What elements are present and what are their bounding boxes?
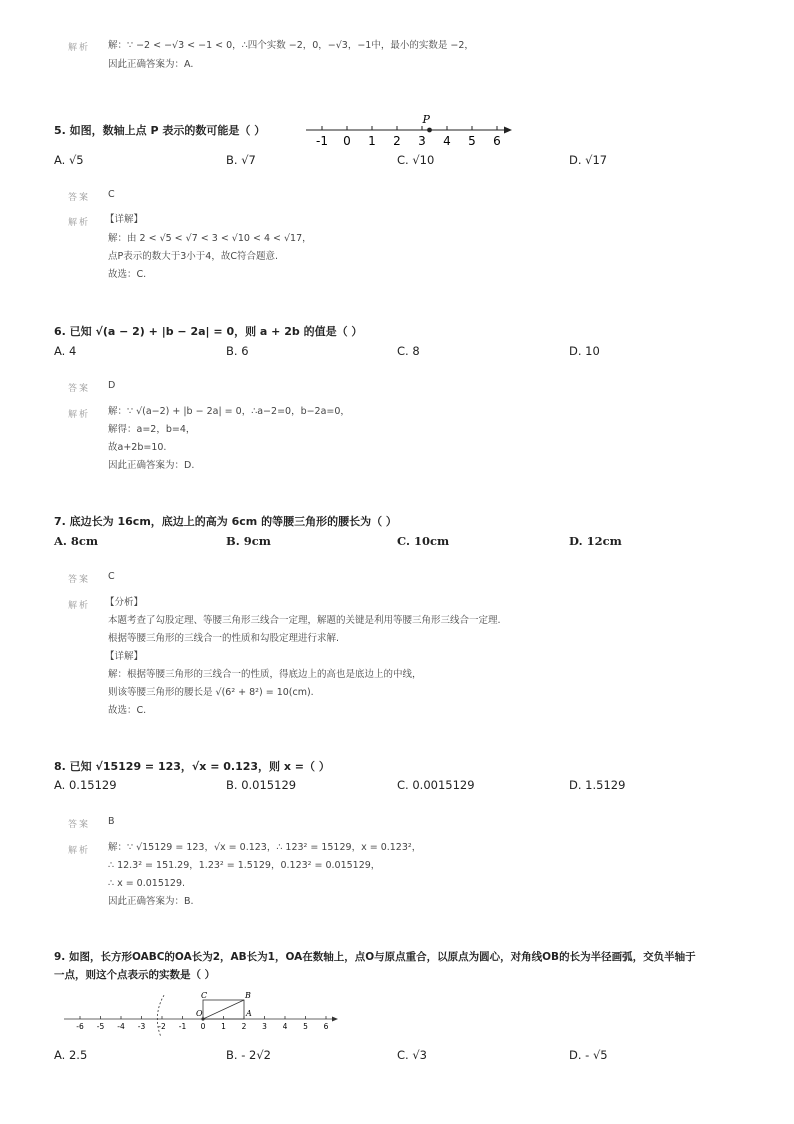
option-c[interactable]: C. √3 [397, 1048, 427, 1062]
question-stem-5: 5. 如图，数轴上点 P 表示的数可能是（ ） [54, 124, 266, 137]
label-o: O [196, 1009, 203, 1018]
answer-label: 答案 [68, 193, 91, 203]
tick-label: 1 [368, 134, 376, 148]
question-stem-8: 8. 已知 √15129 = 123，√x = 0.123，则 x =（ ） [54, 760, 330, 773]
option-d[interactable]: D. 12cm [569, 534, 622, 548]
analysis-label: 解析 [68, 601, 91, 611]
label-c: C [201, 991, 208, 1000]
tick-label: 3 [262, 1022, 267, 1031]
analysis-line: ∴ x = 0.015129. [108, 878, 186, 889]
analysis-line: 解得：a=2，b=4， [108, 424, 196, 435]
option-c[interactable]: C. 10cm [397, 534, 450, 548]
question-stem-6: 6. 已知 √(a − 2) + |b − 2a| = 0，则 a + 2b 的值是（ ） [54, 325, 363, 338]
analysis-line: 故选：C. [108, 269, 147, 280]
analysis-line: 则该等腰三角形的腰长是 √(6² + 8²) = 10(cm). [108, 687, 314, 698]
analysis-line: 解：∵ −2 < −√3 < −1 < 0，∴四个实数 −2，0，−√3，−1中，最小的实数是 −2， [108, 40, 474, 51]
option-b[interactable]: B. 6 [226, 344, 249, 358]
axis-arrow [504, 127, 512, 134]
analysis-line: 解：∵ √15129 = 123，√x = 0.123，∴ 123² = 15129，x = 0.123²， [108, 842, 422, 853]
tick-label: 6 [493, 134, 501, 148]
analysis-label: 解析 [68, 218, 91, 228]
answer-value: D [108, 380, 116, 391]
option-a[interactable]: A. 2.5 [54, 1048, 88, 1062]
option-d[interactable]: D. √17 [569, 153, 608, 167]
analysis-line: 根据等腰三角形的三线合一的性质和勾股定理进行求解. [108, 633, 340, 644]
option-a[interactable]: A. 8cm [54, 534, 99, 548]
analysis-line: 【分析】 [105, 597, 144, 608]
analysis-line: ∴ 12.3² = 151.29，1.23² = 1.5129，0.123² = 0.015129， [108, 860, 381, 871]
option-b[interactable]: B. 0.015129 [226, 778, 297, 792]
option-d[interactable]: D. 10 [569, 344, 600, 358]
analysis-line: 【详解】 [105, 214, 144, 225]
tick-label: -2 [158, 1022, 166, 1031]
analysis-line: 解：∵ √(a−2) + |b − 2a| = 0，∴a−2=0，b−2a=0， [108, 406, 350, 417]
option-c[interactable]: C. 0.0015129 [397, 778, 475, 792]
option-a[interactable]: A. 0.15129 [54, 778, 117, 792]
option-d[interactable]: D. - √5 [569, 1048, 608, 1062]
question-stem-9-line2: 一点，则这个点表示的实数是（ ） [54, 969, 216, 981]
tick-label: -3 [137, 1022, 146, 1031]
analysis-label: 解析 [68, 846, 91, 856]
tick-label: 2 [241, 1022, 247, 1031]
tick-label: 5 [468, 134, 476, 148]
analysis-label: 解析 [68, 43, 91, 53]
option-b[interactable]: B. √7 [226, 153, 256, 167]
tick-label: -5 [96, 1022, 105, 1031]
tick-label: 4 [282, 1022, 288, 1031]
analysis-line: 【详解】 [105, 651, 144, 662]
tick-label: 1 [221, 1022, 226, 1031]
analysis-line: 故选：C. [108, 705, 147, 716]
analysis-line: 因此正确答案为：D. [108, 460, 195, 471]
tick-label: 3 [418, 134, 426, 148]
analysis-line: 解：由 2 < √5 < √7 < 3 < √10 < 4 < √17， [108, 233, 312, 244]
tick-label: 0 [343, 134, 351, 148]
axis-arrow [332, 1017, 338, 1022]
option-a[interactable]: A. 4 [54, 344, 77, 358]
option-b[interactable]: B. - 2√2 [226, 1048, 271, 1062]
point-p [427, 128, 432, 133]
point-p-label: P [422, 113, 430, 126]
question-stem-7: 7. 底边长为 16cm，底边上的高为 6cm 的等腰三角形的腰长为（ ） [54, 515, 397, 528]
number-line-figure-5 [300, 112, 520, 148]
option-d[interactable]: D. 1.5129 [569, 778, 626, 792]
tick-label: 0 [200, 1022, 206, 1031]
tick-label: 4 [443, 134, 451, 148]
tick-label: -4 [117, 1022, 125, 1031]
analysis-line: 因此正确答案为：A. [108, 59, 194, 70]
option-b[interactable]: B. 9cm [226, 534, 271, 548]
answer-label: 答案 [68, 820, 91, 830]
analysis-line: 因此正确答案为：B. [108, 896, 194, 907]
analysis-line: 解：根据等腰三角形的三线合一的性质，得底边上的高也是底边上的中线， [108, 669, 422, 680]
analysis-label: 解析 [68, 410, 91, 420]
option-a[interactable]: A. √5 [54, 153, 84, 167]
label-b: B [245, 991, 251, 1000]
answer-label: 答案 [68, 384, 91, 394]
tick-label: -6 [76, 1022, 84, 1031]
answer-value: C [108, 571, 115, 582]
tick-label: 5 [303, 1022, 308, 1031]
answer-value: C [108, 189, 115, 200]
analysis-line: 故a+2b=10. [108, 442, 167, 453]
analysis-line: 点P表示的数大于3小于4，故C符合题意. [108, 251, 278, 262]
tick-label: 2 [393, 134, 401, 148]
label-a: A [246, 1009, 252, 1018]
tick-label: -1 [178, 1022, 187, 1031]
option-c[interactable]: C. 8 [397, 344, 420, 358]
tick-label: -1 [316, 134, 328, 148]
analysis-line: 本题考查了勾股定理、等腰三角形三线合一定理，解题的关键是利用等腰三角形三线合一定理. [108, 615, 501, 626]
answer-value: B [108, 816, 115, 827]
tick-label: 6 [323, 1022, 329, 1031]
question-stem-9-line1: 9. 如图，长方形OABC的OA长为2，AB长为1，OA在数轴上，点O与原点重合，以原点为圆心，对角线OB的长为半径画弧，交负半轴于 [54, 951, 696, 963]
answer-label: 答案 [68, 575, 91, 585]
rectangle-arc-figure-9 [56, 986, 346, 1036]
option-c[interactable]: C. √10 [397, 153, 435, 167]
